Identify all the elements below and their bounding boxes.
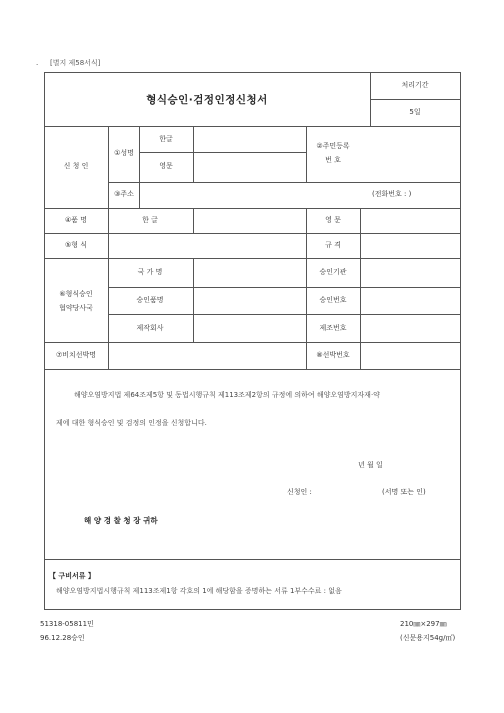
item-korean-field[interactable] — [194, 209, 305, 232]
phone-label: (전화번호 : ) — [372, 190, 412, 198]
item-english-label: 영 문 — [325, 216, 341, 224]
footer-paper-type: (신문용지54g/㎡) — [400, 634, 456, 642]
addressee: 해 양 경 찰 청 장 귀하 — [84, 516, 158, 525]
type-label: ⑤형 식 — [64, 241, 88, 249]
resident-no-field[interactable] — [361, 127, 459, 181]
address-field[interactable] — [140, 183, 365, 207]
approval-section-label-line2: 협약당사국 — [59, 304, 93, 312]
statement-line-2: 제에 대한 형식승인 및 검정의 인정을 신청합니다. — [56, 419, 207, 427]
signature-note: (서명 또는 인) — [382, 488, 426, 496]
name-label: ①성명 — [114, 149, 134, 157]
documents-title: 【 구비서류 】 — [49, 572, 95, 580]
application-date: 년 월 일 — [358, 461, 383, 469]
type-field[interactable] — [109, 234, 305, 257]
serial-no-field[interactable] — [361, 315, 459, 341]
name-english-label: 영문 — [159, 162, 173, 170]
resident-no-label-line1: ②주민등록 — [316, 142, 350, 150]
agency-label: 승인기관 — [319, 268, 347, 276]
manufacturer-label: 제작회사 — [136, 324, 164, 332]
ship-no-label: ⑧선박번호 — [316, 351, 350, 359]
documents-text: 해양오염방지법시행규칙 제113조제1항 각호의 1에 해당함을 증명하는 서류 1부수수료 : 없음 — [56, 587, 342, 595]
spec-field[interactable] — [361, 234, 459, 257]
statement-line-1: 해양오염방지법 제64조제5항 및 동법시행규칙 제113조제2항의 규정에 의하여 해양오염방지자재·약 — [74, 391, 380, 399]
footer-paper-size: 210㎜×297㎜ — [400, 620, 447, 628]
name-korean-field[interactable] — [194, 127, 305, 151]
processing-period-label: 처리기간 — [401, 81, 429, 89]
item-korean-label: 한 글 — [142, 216, 158, 224]
item-english-field[interactable] — [361, 209, 459, 232]
approval-section-label-line1: ⑥형식승인 — [59, 290, 93, 298]
applicant-signature-label: 신청인 : — [287, 488, 312, 496]
name-korean-label: 한글 — [159, 135, 173, 143]
serial-no-label: 제조번호 — [319, 324, 347, 332]
footer-form-code: 51318-05811민 — [40, 620, 94, 628]
form-number: [별지 제58서식] — [50, 59, 101, 67]
country-field[interactable] — [194, 259, 305, 286]
ship-no-field[interactable] — [361, 343, 459, 368]
footer-approval-date: 96.12.28승인 — [40, 634, 85, 642]
applicant-section-label: 신 청 인 — [63, 162, 89, 170]
resident-no-label-line2: 번 호 — [325, 156, 341, 164]
vessel-name-field[interactable] — [109, 343, 305, 368]
item-name-label: ④품 명 — [64, 216, 88, 224]
header-prefix: . — [36, 59, 39, 67]
applicant-name-field[interactable] — [320, 483, 378, 499]
form-title: 형식승인·검정인정신청서 — [146, 94, 268, 106]
approval-no-field[interactable] — [361, 288, 459, 313]
vessel-name-label: ⑦비치선박명 — [55, 351, 97, 359]
address-label: ③주소 — [114, 190, 134, 198]
manufacturer-field[interactable] — [194, 315, 305, 341]
approved-name-label: 승인품명 — [136, 296, 164, 304]
processing-period-value: 5일 — [409, 108, 421, 116]
approval-no-label: 승인번호 — [319, 296, 347, 304]
agency-field[interactable] — [361, 259, 459, 286]
country-label: 국 가 명 — [137, 268, 163, 276]
spec-label: 규 격 — [325, 241, 341, 249]
approved-name-field[interactable] — [194, 288, 305, 313]
name-english-field[interactable] — [194, 153, 305, 181]
